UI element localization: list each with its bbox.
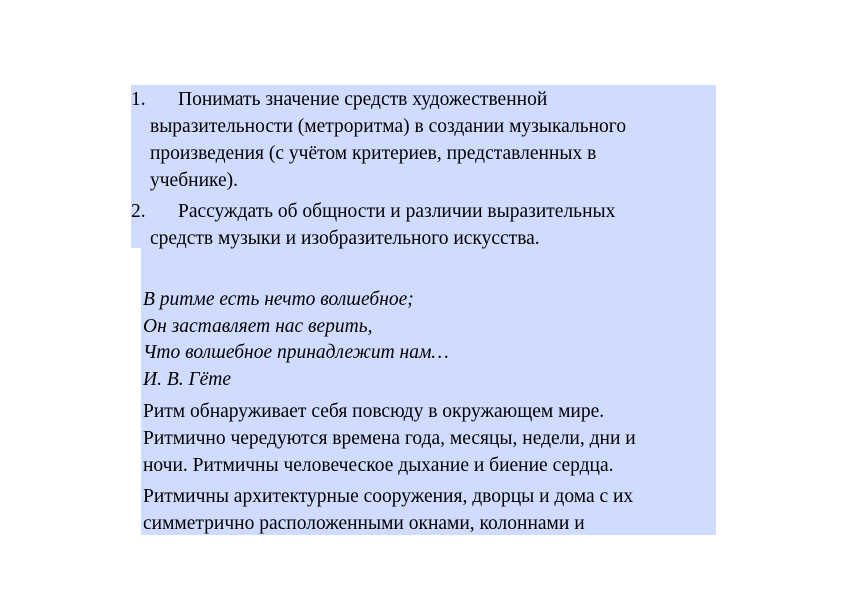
objective-2-line-2: средств музыки и изобразительного искусства.: [150, 228, 540, 249]
paragraph-1-line-2: Ритмично чередуются времена года, месяцы, недели, дни и: [143, 428, 636, 449]
epigraph-line-2: Он заставляет нас верить,: [143, 315, 373, 337]
epigraph: [143, 287, 449, 393]
objective-item-2: [131, 198, 615, 252]
paragraph-1-line-1: Ритм обнаруживает себя повсюду в окружающем мире.: [143, 401, 605, 422]
objective-2-line-1: Рассуждать об общности и различии выразительных: [178, 201, 616, 222]
objective-1-line-2: выразительности (метроритма) в создании музыкального: [150, 116, 627, 137]
epigraph-line-3: Что волшебное принадлежит нам…: [143, 342, 449, 363]
objective-1-line-3: произведения (с учётом критериев, представленных в: [150, 143, 597, 164]
paragraph-rhythm-architecture: [143, 483, 633, 537]
objective-item-1: [131, 86, 626, 194]
paragraph-2-line-1: Ритмичны архитектурные сооружения, дворцы и дома с их: [143, 486, 634, 507]
epigraph-line-1: В ритме есть нечто волшебное;: [143, 289, 414, 310]
paragraph-rhythm-world: [143, 398, 636, 479]
objective-1-line-1: Понимать значение средств художественной: [178, 89, 548, 110]
objective-1-line-4: учебнике).: [150, 170, 239, 191]
objective-number-1: 1.: [131, 89, 146, 110]
paragraph-1-line-3: ночи. Ритмичны человеческое дыхание и биение сердца.: [143, 455, 614, 476]
epigraph-author: И. В. Гёте: [143, 368, 231, 390]
paragraph-2-line-2: симметрично расположенными окнами, колоннами и: [143, 513, 585, 534]
objective-number-2: 2.: [131, 201, 146, 222]
